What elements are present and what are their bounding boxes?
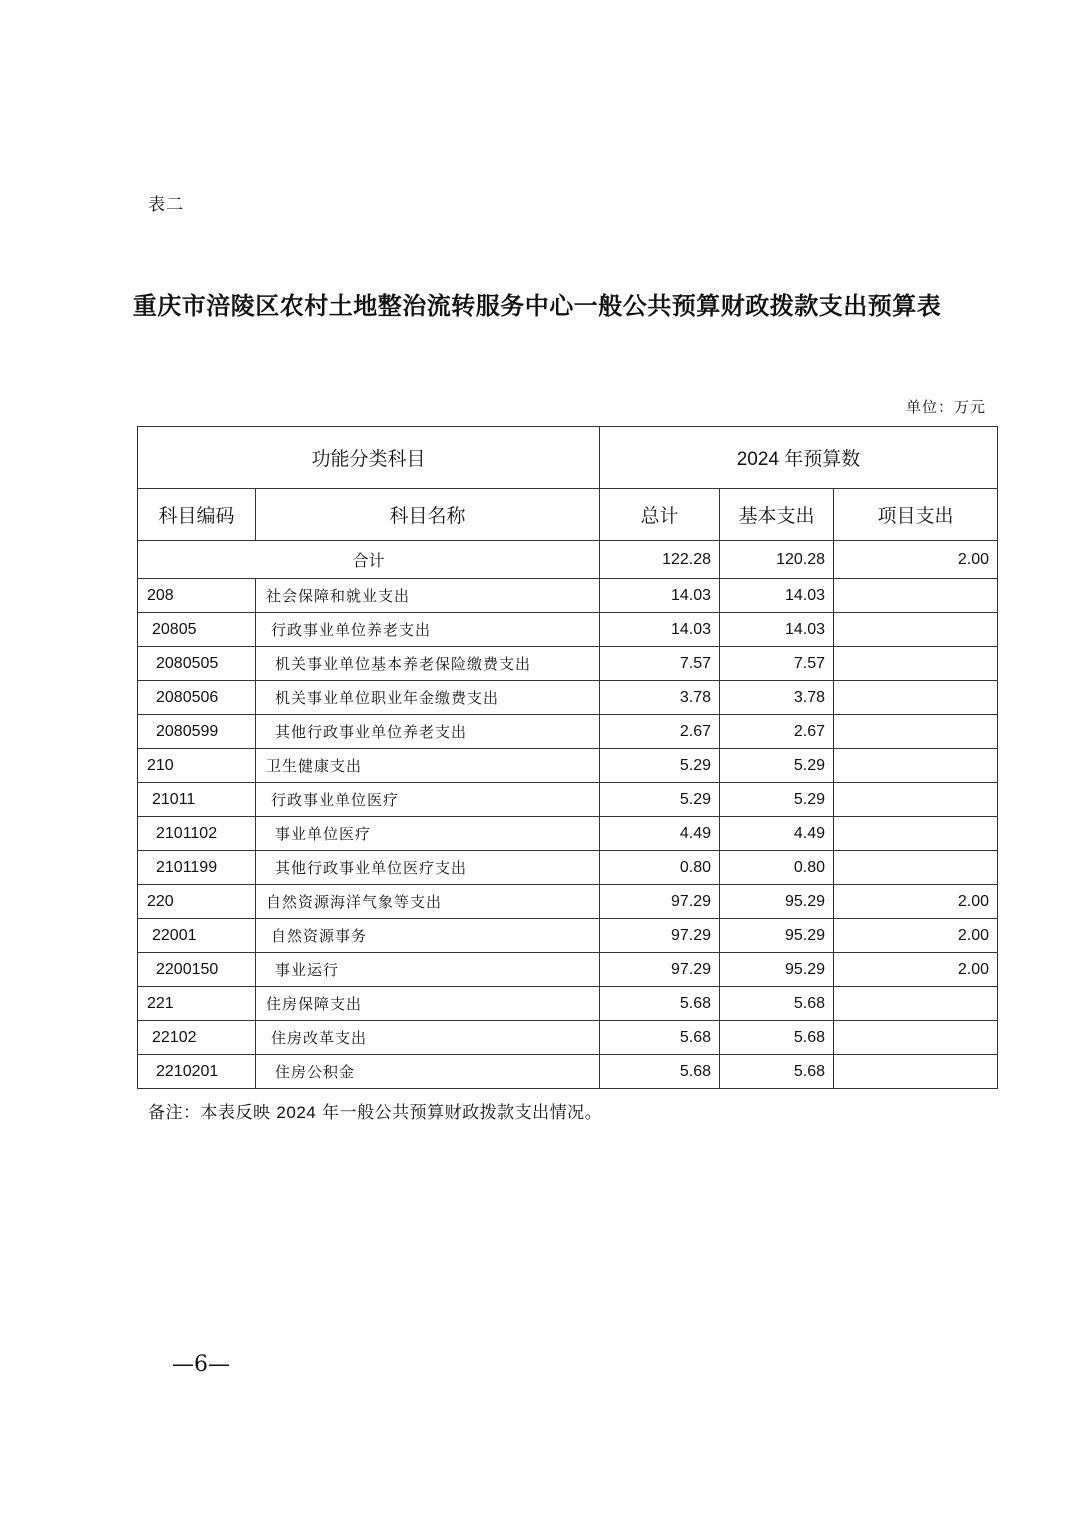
total-amount: 122.28 (600, 541, 720, 579)
row-code: 2080599 (138, 715, 256, 749)
row-project (834, 579, 998, 613)
row-total: 3.78 (600, 681, 720, 715)
row-total: 7.57 (600, 647, 720, 681)
row-total: 5.68 (600, 1055, 720, 1089)
row-total: 14.03 (600, 613, 720, 647)
row-name: 卫生健康支出 (256, 749, 600, 783)
row-project (834, 1055, 998, 1089)
footnote-year: 2024 (276, 1103, 317, 1122)
row-total: 2.67 (600, 715, 720, 749)
row-total: 97.29 (600, 953, 720, 987)
header-basic: 基本支出 (720, 489, 834, 541)
row-total: 0.80 (600, 851, 720, 885)
row-name: 事业单位医疗 (256, 817, 600, 851)
row-total: 14.03 (600, 579, 720, 613)
row-name: 住房公积金 (256, 1055, 600, 1089)
table-row (138, 715, 998, 749)
row-code: 2200150 (138, 953, 256, 987)
row-code: 2080505 (138, 647, 256, 681)
row-basic: 5.29 (720, 783, 834, 817)
table-row (138, 851, 998, 885)
row-basic: 95.29 (720, 885, 834, 919)
page-title: 重庆市涪陵区农村土地整治流转服务中心一般公共预算财政拨款支出预算表 (132, 291, 942, 320)
footnote-prefix: 备注：本表反映 (148, 1103, 277, 1123)
row-basic: 7.57 (720, 647, 834, 681)
row-project (834, 783, 998, 817)
table-row (138, 817, 998, 851)
row-basic: 95.29 (720, 953, 834, 987)
row-project (834, 681, 998, 715)
table-row (138, 749, 998, 783)
row-project: 2.00 (834, 919, 998, 953)
header-row-group (138, 427, 998, 489)
table-row (138, 783, 998, 817)
table-row (138, 681, 998, 715)
row-name: 住房改革支出 (256, 1021, 600, 1055)
row-name: 行政事业单位养老支出 (256, 613, 600, 647)
row-name: 自然资源海洋气象等支出 (256, 885, 600, 919)
budget-table (137, 426, 998, 1089)
row-project: 2.00 (834, 885, 998, 919)
total-row (138, 541, 998, 579)
footnote-suffix: 年一般公共预算财政拨款支出情况。 (316, 1103, 603, 1123)
row-code: 221 (138, 987, 256, 1021)
row-code: 22001 (138, 919, 256, 953)
row-project (834, 613, 998, 647)
row-total: 5.68 (600, 987, 720, 1021)
header-project: 项目支出 (834, 489, 998, 541)
row-name: 其他行政事业单位医疗支出 (256, 851, 600, 885)
row-basic: 5.68 (720, 1055, 834, 1089)
header-name: 科目名称 (256, 489, 600, 541)
row-name: 社会保障和就业支出 (256, 579, 600, 613)
row-name: 住房保障支出 (256, 987, 600, 1021)
row-total: 5.29 (600, 783, 720, 817)
row-code: 21011 (138, 783, 256, 817)
header-code: 科目编码 (138, 489, 256, 541)
table-row (138, 953, 998, 987)
header-total: 总计 (600, 489, 720, 541)
row-name: 机关事业单位基本养老保险缴费支出 (256, 647, 600, 681)
row-code: 2210201 (138, 1055, 256, 1089)
table-label: 表二 (148, 195, 184, 215)
table-row (138, 919, 998, 953)
row-total: 97.29 (600, 919, 720, 953)
row-total: 5.68 (600, 1021, 720, 1055)
table-row (138, 613, 998, 647)
header-functional-classification: 功能分类科目 (138, 427, 600, 489)
row-basic: 14.03 (720, 579, 834, 613)
row-basic: 3.78 (720, 681, 834, 715)
row-name: 机关事业单位职业年金缴费支出 (256, 681, 600, 715)
row-code: 210 (138, 749, 256, 783)
row-code: 20805 (138, 613, 256, 647)
page-number: —6— (172, 1352, 230, 1377)
row-project (834, 851, 998, 885)
row-basic: 5.29 (720, 749, 834, 783)
row-name: 其他行政事业单位养老支出 (256, 715, 600, 749)
row-project (834, 987, 998, 1021)
table-row (138, 1021, 998, 1055)
row-code: 2080506 (138, 681, 256, 715)
row-name: 行政事业单位医疗 (256, 783, 600, 817)
row-code: 220 (138, 885, 256, 919)
row-code: 2101199 (138, 851, 256, 885)
total-label: 合计 (138, 541, 600, 579)
table-row (138, 647, 998, 681)
total-basic: 120.28 (720, 541, 834, 579)
row-basic: 14.03 (720, 613, 834, 647)
total-project: 2.00 (834, 541, 998, 579)
row-code: 22102 (138, 1021, 256, 1055)
footnote (148, 1098, 602, 1123)
row-basic: 5.68 (720, 987, 834, 1021)
row-basic: 2.67 (720, 715, 834, 749)
row-total: 5.29 (600, 749, 720, 783)
row-total: 97.29 (600, 885, 720, 919)
unit-label: 单位：万元 (905, 398, 986, 416)
header-budget-year: 2024 年预算数 (600, 427, 998, 489)
row-code: 208 (138, 579, 256, 613)
row-basic: 5.68 (720, 1021, 834, 1055)
row-basic: 4.49 (720, 817, 834, 851)
table-row (138, 1055, 998, 1089)
table-row (138, 987, 998, 1021)
row-basic: 95.29 (720, 919, 834, 953)
row-project (834, 1021, 998, 1055)
table-row (138, 885, 998, 919)
row-total: 4.49 (600, 817, 720, 851)
row-name: 事业运行 (256, 953, 600, 987)
row-project (834, 817, 998, 851)
row-project (834, 647, 998, 681)
table-row (138, 579, 998, 613)
row-project (834, 749, 998, 783)
row-basic: 0.80 (720, 851, 834, 885)
header-row-columns (138, 489, 998, 541)
row-name: 自然资源事务 (256, 919, 600, 953)
row-project: 2.00 (834, 953, 998, 987)
row-project (834, 715, 998, 749)
row-code: 2101102 (138, 817, 256, 851)
